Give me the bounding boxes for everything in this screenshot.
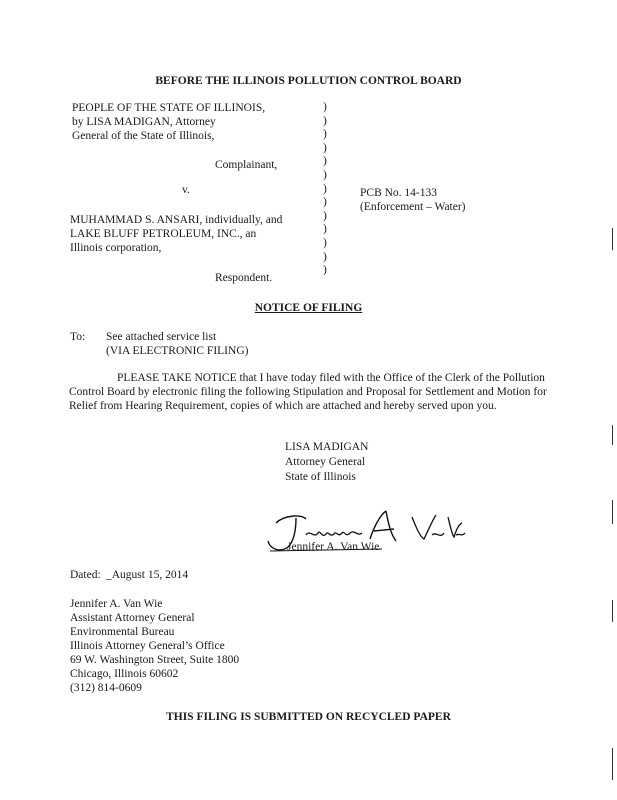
plaintiff-line-1: PEOPLE OF THE STATE OF ILLINOIS,: [72, 102, 266, 114]
paren: ): [323, 264, 327, 277]
contact-line-7: (312) 814-0609: [70, 682, 142, 694]
notice-title: NOTICE OF FILING: [254, 302, 363, 314]
case-type: (Enforcement – Water): [360, 201, 466, 213]
recycled-paper-footer: THIS FILING IS SUBMITTED ON RECYCLED PAPER: [166, 711, 451, 723]
paren: ): [323, 141, 327, 154]
defendant-line-2: LAKE BLUFF PETROLEUM, INC., an: [70, 228, 257, 240]
paren: ): [323, 101, 327, 113]
paren: ): [323, 236, 327, 249]
contact-line-1: Jennifer A. Van Wie: [70, 598, 163, 610]
plaintiff-line-2: by LISA MADIGAN, Attorney: [72, 116, 216, 128]
complainant-label: Complainant,: [215, 159, 278, 171]
signature-name: Jennifer A. Van Wie: [287, 541, 380, 553]
scan-margin-mark: [612, 228, 613, 250]
paren: ): [323, 155, 327, 168]
paren: ): [323, 114, 327, 127]
contact-line-5: 69 W. Washington Street, Suite 1800: [70, 654, 240, 666]
contact-line-6: Chicago, Illinois 60602: [70, 668, 179, 680]
paren: ): [323, 182, 327, 195]
signatory-line-1: LISA MADIGAN: [285, 441, 369, 453]
paren: ): [323, 196, 327, 209]
defendant-line-3: Illinois corporation,: [70, 242, 162, 254]
paren: ): [323, 128, 327, 141]
body-paragraph: [69, 371, 549, 413]
versus-label: v.: [182, 184, 190, 196]
case-number: PCB No. 14-133: [360, 187, 437, 199]
scan-margin-mark: [612, 500, 613, 524]
dated-value: _August 15, 2014: [106, 569, 189, 581]
caption-paren-column: [323, 101, 333, 278]
dated-label: Dated:: [70, 569, 101, 581]
scan-margin-mark: [612, 748, 613, 780]
plaintiff-line-3: General of the State of Illinois,: [72, 130, 215, 142]
to-line-1: See attached service list: [106, 331, 217, 343]
scan-margin-mark: [612, 600, 613, 622]
paren: ): [323, 209, 327, 222]
paren: ): [323, 168, 327, 181]
document-heading: BEFORE THE ILLINOIS POLLUTION CONTROL BOARD: [155, 75, 462, 87]
paren: ): [323, 223, 327, 236]
contact-line-2: Assistant Attorney General: [70, 612, 195, 624]
signatory-line-2: Attorney General: [285, 456, 366, 468]
contact-line-3: Environmental Bureau: [70, 626, 175, 638]
paren: ): [323, 250, 327, 263]
contact-line-4: Illinois Attorney General’s Office: [70, 640, 225, 652]
to-line-2: (VIA ELECTRONIC FILING): [106, 345, 249, 357]
signatory-line-3: State of Illinois: [285, 471, 356, 483]
defendant-line-1: MUHAMMAD S. ANSARI, individually, and: [70, 214, 283, 226]
scan-margin-mark: [612, 425, 613, 445]
to-label: To:: [70, 331, 86, 343]
respondent-label: Respondent.: [215, 272, 273, 284]
body-paragraph-text: PLEASE TAKE NOTICE that I have today filed with the Office of the Clerk of the Pollution Control Board by electronic filing the following Stipulation and Proposal for Settlement and Motion for Relief from Hearing Requirement, copies of which are attached and hereby served upon you.: [69, 372, 547, 412]
